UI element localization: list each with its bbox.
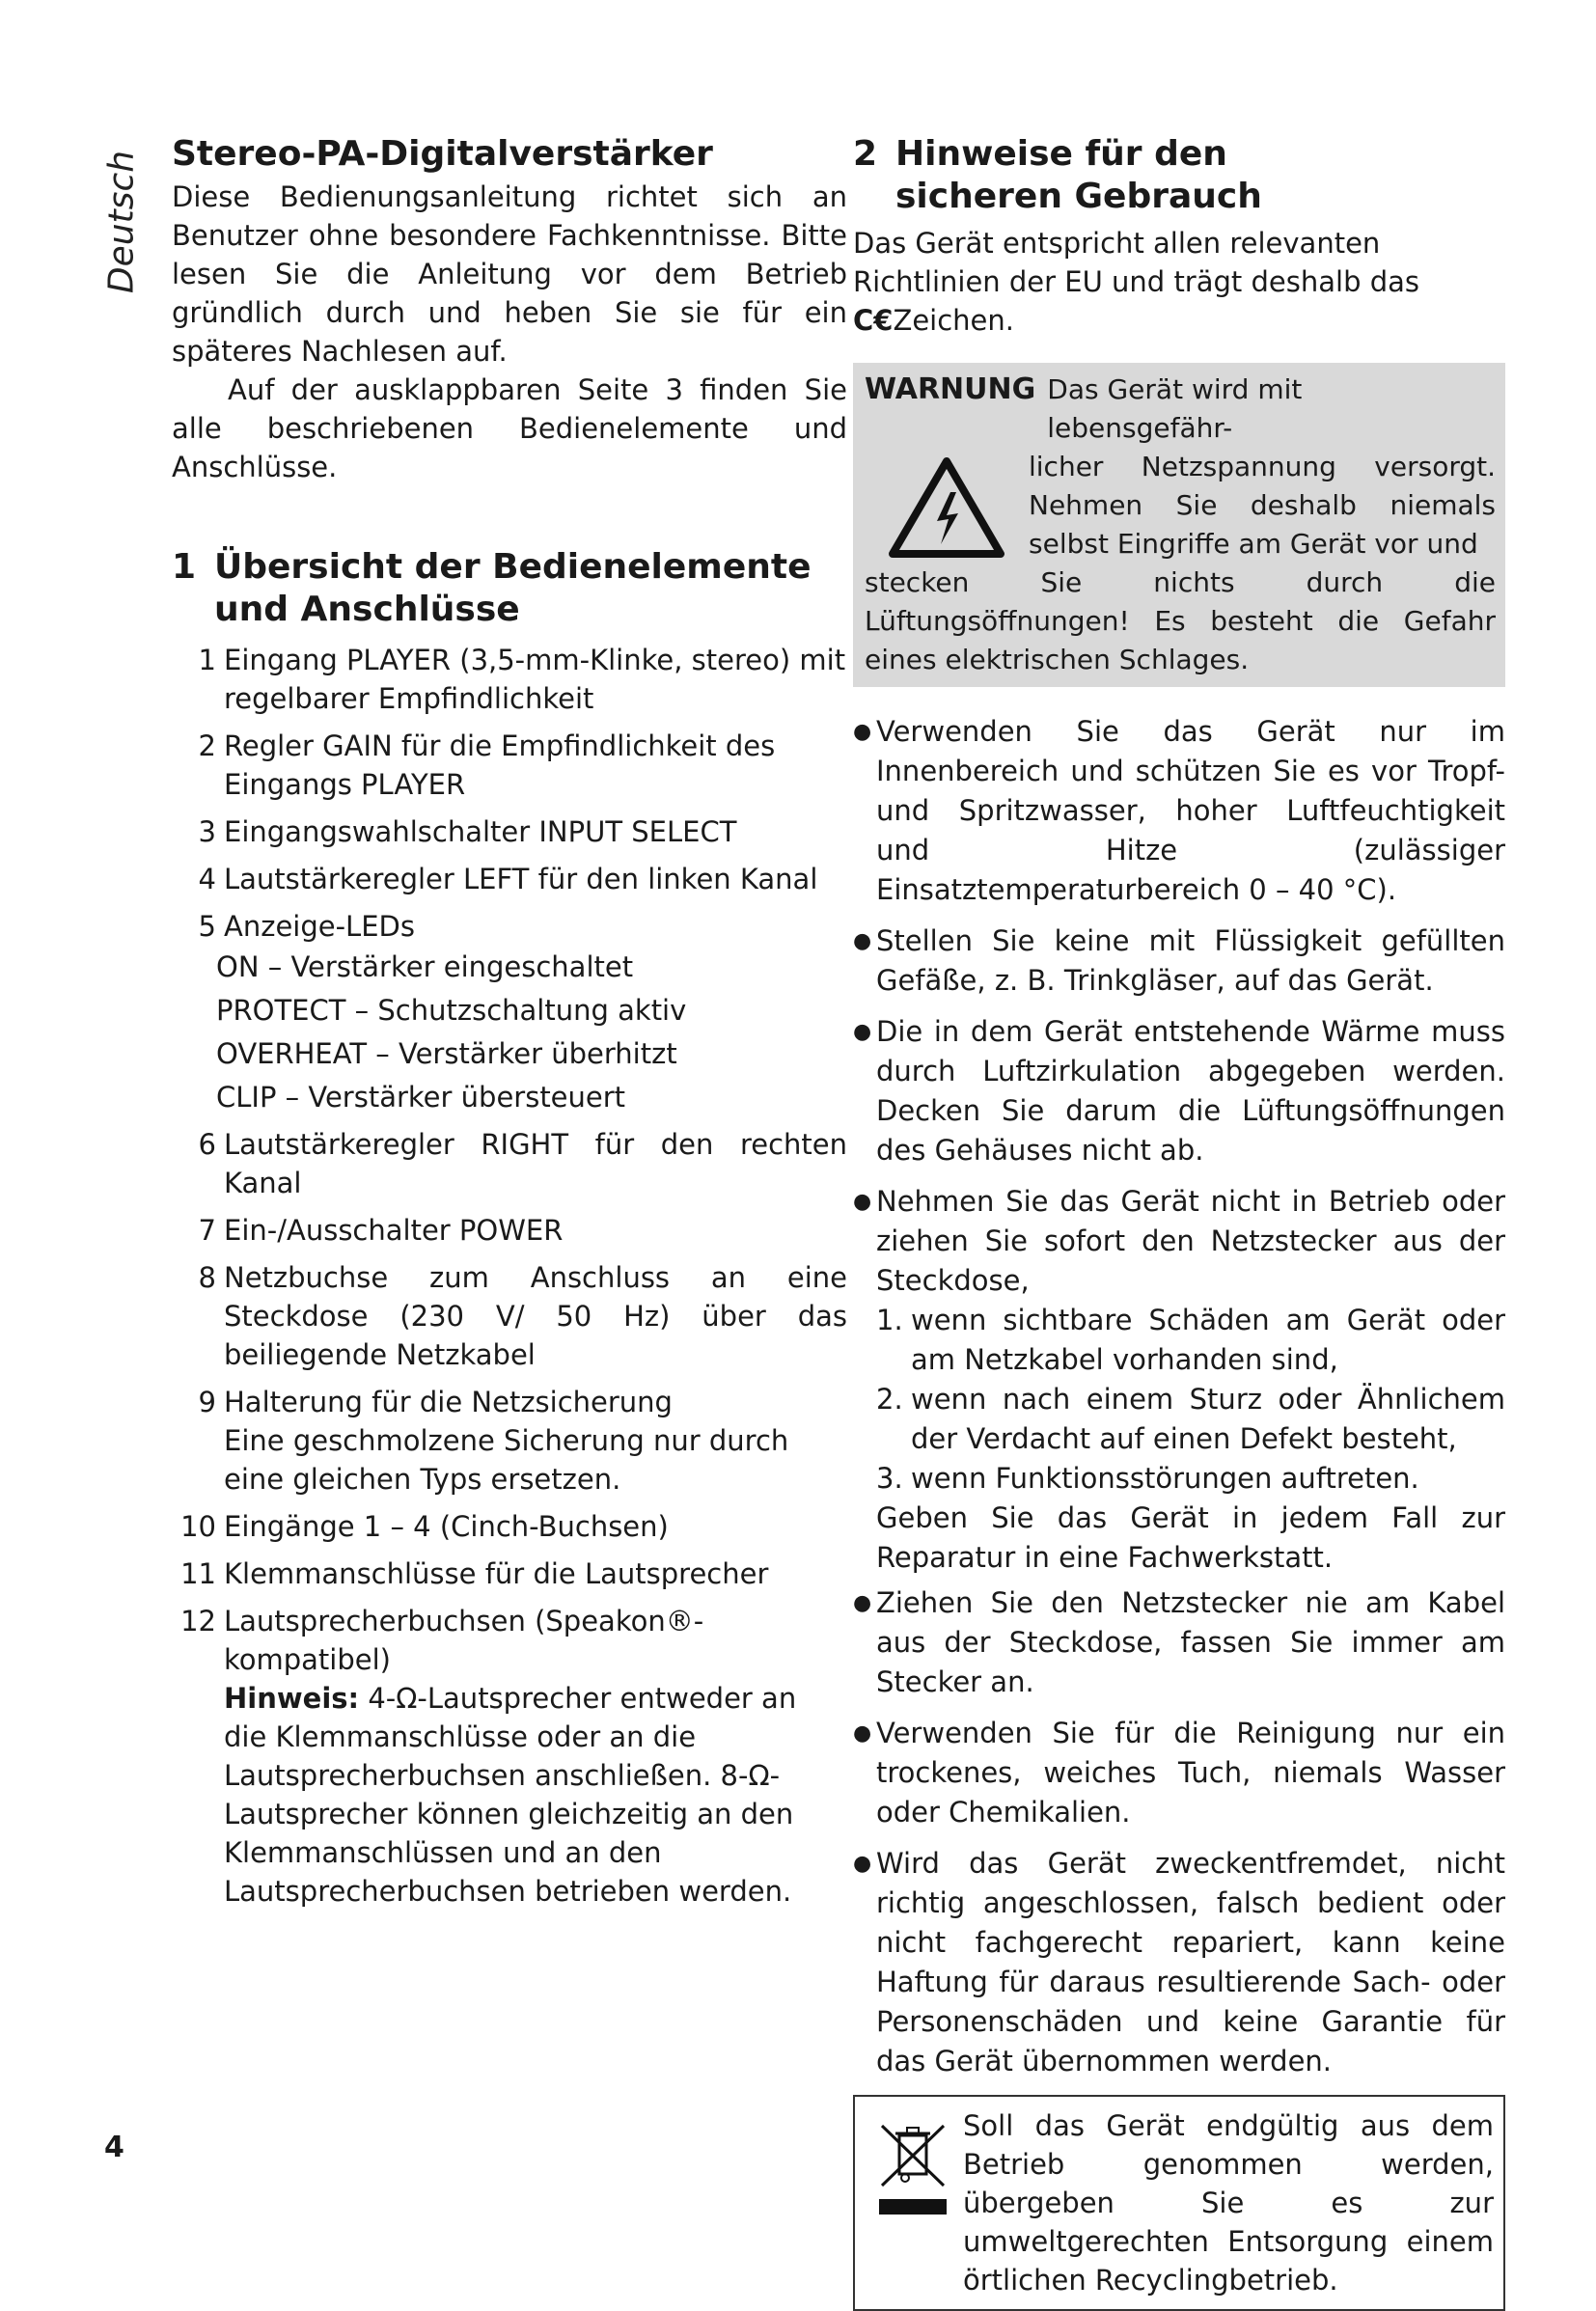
- list-item: [172, 860, 847, 898]
- list-item: [853, 1182, 1505, 1578]
- list-item: ● Die in dem Gerät entstehende Wärme muss durch Luftzirkulation abgegeben werden. Decken Sie darum die Lüftungsöffnungen des Gehäuses nicht ab.: [853, 1012, 1505, 1170]
- led-item: OVERHEAT – Verstärker überhitzt: [216, 1037, 677, 1070]
- list-item: [172, 641, 847, 718]
- right-column: [853, 133, 1505, 2311]
- warning-label: WARNUNG: [865, 372, 1036, 406]
- warning-box: [853, 363, 1505, 687]
- list-item: ● Verwenden Sie das Gerät nur im Innenbereich und schützen Sie es vor Tropf- und Spritzwasser, hoher Luftfeuchtigkeit und Hitze (zulässiger Einsatztemperaturbereich 0 – 40 °C).: [853, 712, 1505, 910]
- side-language-tab: [93, 135, 151, 309]
- list-item: ● Ziehen Sie den Netzstecker nie am Kabel aus der Steckdose, fassen Sie immer am Stecker an.: [853, 1583, 1505, 1702]
- repair-text: Geben Sie das Gerät in jedem Fall zur Reparatur in eine Fachwerkstatt.: [876, 1501, 1505, 1574]
- item-text: Regler GAIN für die Empfindlichkeit des Eingangs PLAYER: [224, 729, 776, 801]
- warning-text: licher Netzspannung versorgt. Nehmen Sie deshalb niemals selbst Eingriffe am Gerät vor und: [1029, 451, 1496, 560]
- page-number: 4: [104, 2131, 124, 2164]
- led-list: [172, 946, 847, 1119]
- item-text: Lautsprecherbuchsen (Speakon®-kompatibel): [224, 1605, 704, 1676]
- section-1-heading: [172, 546, 847, 631]
- item-text: Klemmanschlüsse für die Lautsprecher: [224, 1557, 769, 1590]
- item-number: 8: [198, 1261, 216, 1294]
- sub-text: wenn Funktionsstörungen auftreten.: [911, 1462, 1419, 1495]
- recycling-box: [853, 2095, 1505, 2311]
- language-label: Deutsch: [101, 150, 142, 294]
- item-text: Halterung für die Netzsicherung: [224, 1386, 673, 1418]
- item-text: Nehmen Sie das Gerät nicht in Betrieb oder ziehen Sie sofort den Netzstecker aus der Steckdose,: [876, 1185, 1505, 1297]
- item-number: 1: [198, 644, 216, 676]
- list-item: [172, 1383, 847, 1499]
- item-text: Eingänge 1 – 4 (Cinch-Buchsen): [224, 1510, 669, 1543]
- item-number: 6: [198, 1128, 216, 1161]
- ce-text: Das Gerät entspricht allen relevanten Richtlinien der EU und trägt deshalb das: [853, 227, 1419, 298]
- led-item: ON – Verstärker eingeschaltet: [216, 950, 634, 983]
- led-item: PROTECT – Schutzschaltung aktiv: [216, 994, 687, 1027]
- list-item: ● Stellen Sie keine mit Flüssigkeit gefüllten Gefäße, z. B. Trinkgläser, auf das Gerät.: [853, 922, 1505, 1001]
- crossed-bin-icon: [868, 2106, 957, 2299]
- sub-item: [876, 1459, 1505, 1499]
- list-item: [172, 812, 847, 851]
- list-item: ● Verwenden Sie für die Reinigung nur ein trockenes, weiches Tuch, niemals Wasser oder Chemikalien.: [853, 1714, 1505, 1832]
- sub-number: 1.: [876, 1304, 903, 1336]
- safety-list: [853, 712, 1505, 2081]
- list-item: [172, 727, 847, 804]
- note-text: 4-Ω-Lautsprecher entweder an die Klemmanschlüsse oder an die Lautsprecherbuchsen anschließen. 8-Ω-Lautsprecher können gleichzeitig an den Klemmanschlüssen und an den Lautsprecherbuchsen betrieben werden.: [224, 1682, 797, 1908]
- item-text: Netzbuchse zum Anschluss an eine Steckdose (230 V/ 50 Hz) über das beiliegende Netzkabel: [224, 1261, 847, 1371]
- section-number: 2: [853, 134, 878, 174]
- item-text: Lautstärkeregler LEFT für den linken Kanal: [224, 863, 818, 895]
- item-number: 12: [180, 1605, 216, 1637]
- section-title-line: sicheren Gebrauch: [895, 177, 1262, 216]
- item-note: Eine geschmolzene Sicherung nur durch eine gleichen Typs ersetzen.: [224, 1424, 789, 1496]
- note-label: Hinweis:: [224, 1682, 360, 1715]
- list-item: [172, 1125, 847, 1202]
- list-item: [172, 1554, 847, 1593]
- section-title-line: Hinweise für den: [895, 134, 1227, 174]
- section-number: 1: [172, 547, 197, 587]
- section-title-line: und Anschlüsse: [214, 590, 520, 629]
- electric-hazard-icon: [865, 448, 1029, 564]
- ce-paragraph: [853, 224, 1505, 340]
- item-number: 7: [198, 1214, 216, 1247]
- section-title-line: Übersicht der Bedienelemente: [214, 547, 812, 587]
- intro-paragraph-2: Auf der ausklappbaren Seite 3 finden Sie alle beschriebenen Bedienelemente und Anschlüsse.: [172, 373, 847, 483]
- item-number: 2: [198, 729, 216, 762]
- item-number: 10: [180, 1510, 216, 1543]
- item-number: 11: [180, 1557, 216, 1590]
- list-item: [172, 1258, 847, 1374]
- list-item: [172, 907, 847, 946]
- sub-number: 2.: [876, 1383, 903, 1416]
- intro-paragraph: Diese Bedienungsanleitung richtet sich an Benutzer ohne besondere Fachkenntnisse. Bitte lesen Sie die Anleitung vor dem Betrieb gründlich durch und heben Sie sie für ein späteres Nachlesen auf.: [172, 180, 847, 368]
- item-number: 9: [198, 1386, 216, 1418]
- sub-item: [876, 1301, 1505, 1380]
- document-title: Stereo-PA-Digitalverstärker: [172, 134, 713, 174]
- warning-text-rest: stecken Sie nichts durch die Lüftungsöffnungen! Es besteht die Gefahr eines elektrischen Schlages.: [865, 566, 1496, 675]
- list-item: ● Wird das Gerät zweckentfremdet, nicht richtig angeschlossen, falsch bedient oder nicht fachgerecht repariert, kann keine Haftung für daraus resultierende Sach- oder Personenschäden und keine Garantie für das Gerät übernommen werden.: [853, 1844, 1505, 2081]
- item-text: Anzeige-LEDs: [224, 910, 415, 943]
- list-item: [172, 1507, 847, 1546]
- section-2-heading: [853, 133, 1505, 218]
- controls-list: [172, 641, 847, 1911]
- sub-item: [876, 1380, 1505, 1459]
- sub-number: 3.: [876, 1462, 903, 1495]
- sub-text: wenn nach einem Sturz oder Ähnlichem der Verdacht auf einen Defekt besteht,: [911, 1383, 1505, 1455]
- item-number: 4: [198, 863, 216, 895]
- ce-mark-icon: C€: [853, 304, 894, 337]
- item-text: Lautstärkeregler RIGHT für den rechten Kanal: [224, 1128, 847, 1199]
- item-text: Eingangswahlschalter INPUT SELECT: [224, 815, 737, 848]
- sub-list: [876, 1301, 1505, 1499]
- sub-text: wenn sichtbare Schäden am Gerät oder am Netzkabel vorhanden sind,: [911, 1304, 1505, 1376]
- list-item: [172, 1211, 847, 1250]
- item-text: Ein-/Ausschalter POWER: [224, 1214, 564, 1247]
- left-column: [172, 133, 847, 1919]
- item-number: 5: [198, 910, 216, 943]
- led-item: CLIP – Verstärker übersteuert: [216, 1081, 626, 1114]
- item-text: Eingang PLAYER (3,5-mm-Klinke, stereo) mit regelbarer Empfindlichkeit: [224, 644, 846, 715]
- item-number: 3: [198, 815, 216, 848]
- warning-first-line: Das Gerät wird mit lebensgefähr-: [1047, 373, 1303, 444]
- ce-text-end: Zeichen.: [893, 304, 1014, 337]
- list-item: [172, 1602, 847, 1911]
- recycling-text: Soll das Gerät endgültig aus dem Betrieb genommen werden, übergeben Sie es zur umweltgerechten Entsorgung einem örtlichen Recyclingbetrieb.: [963, 2109, 1494, 2297]
